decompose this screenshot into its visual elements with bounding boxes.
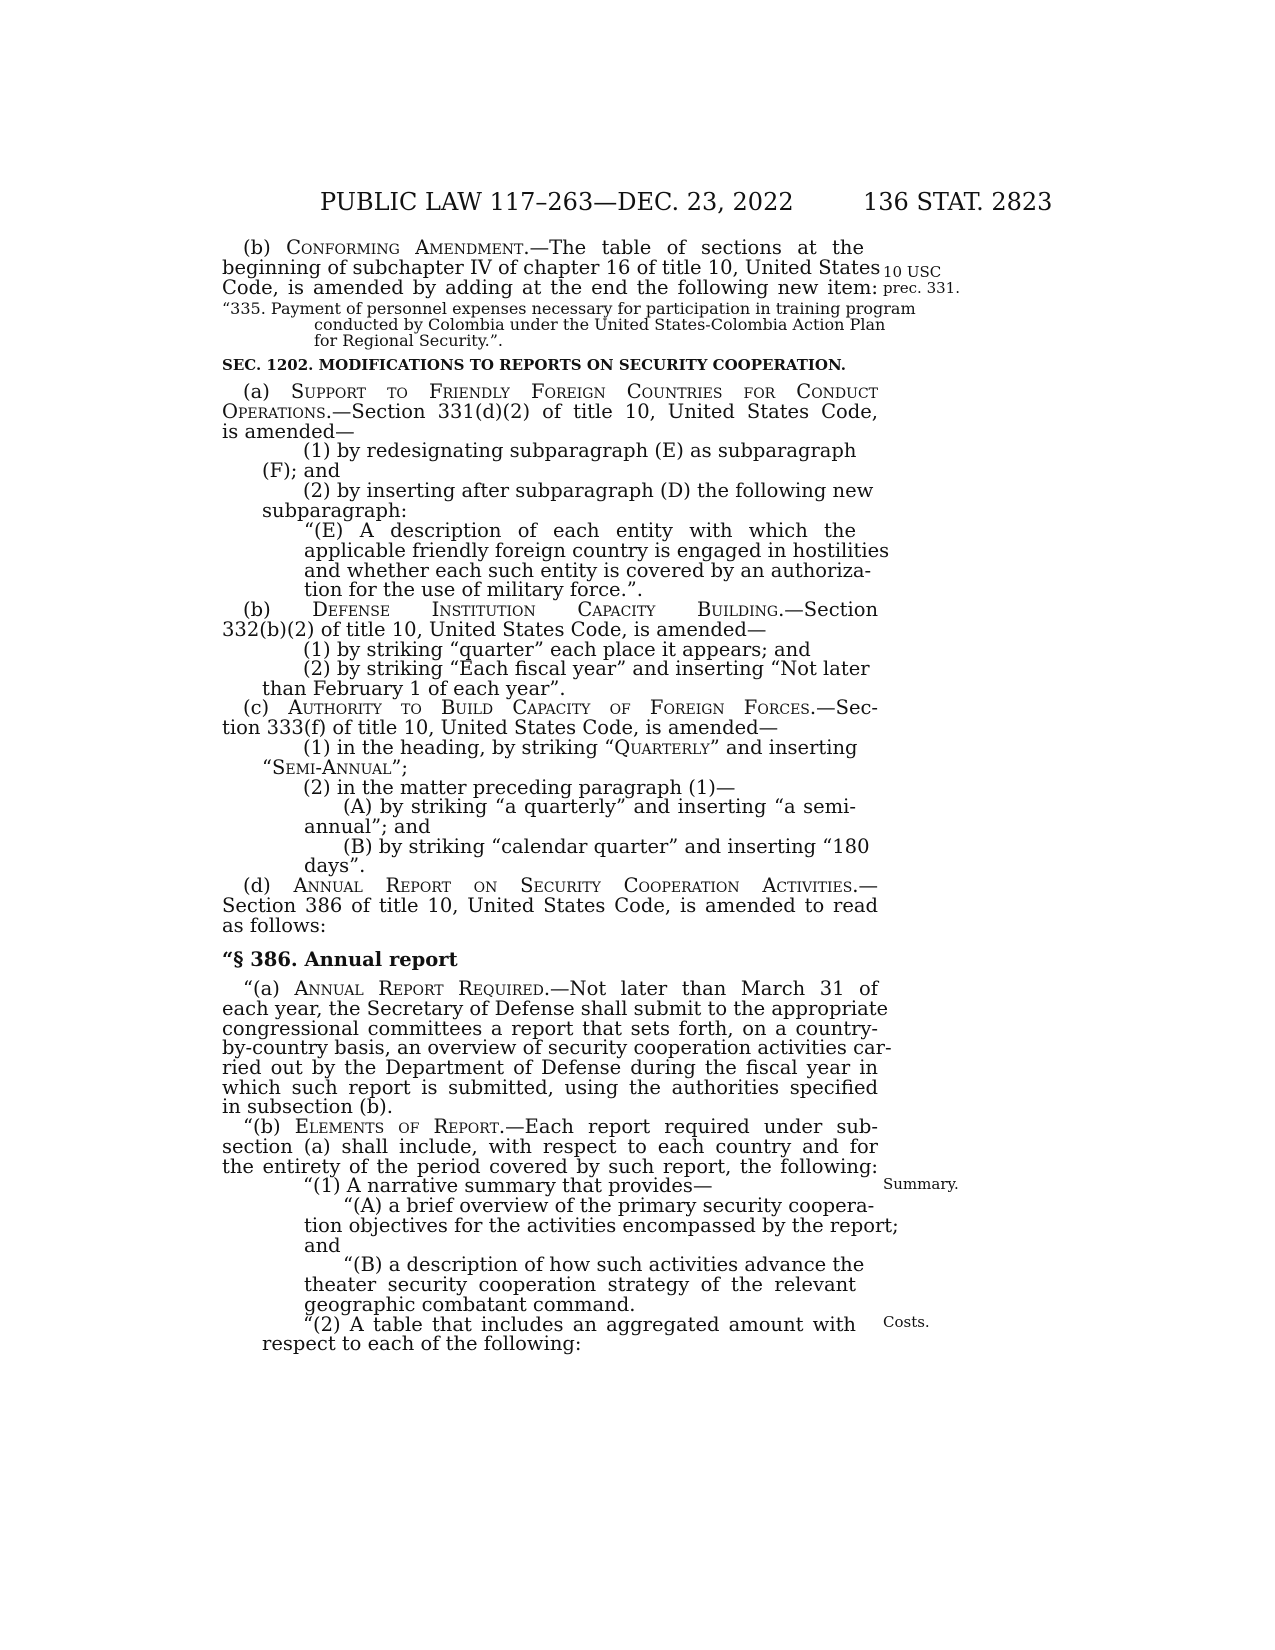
text-run: theater security cooperation strategy of the relevant xyxy=(304,1273,856,1296)
text-run: (A) by striking “a quarterly” and inserting “a semi- xyxy=(343,795,856,818)
text-line xyxy=(243,382,878,402)
text-run: .—The table of sections at the xyxy=(523,236,864,259)
text-run: which such report is submitted, using the authorities specified xyxy=(222,1076,878,1099)
text-run: “(B) a description of how such activities advance the xyxy=(343,1253,865,1276)
small-caps-heading: Annual Report Required xyxy=(294,977,544,1000)
text-line xyxy=(303,1176,856,1196)
small-caps-heading: Annual Report on Security Cooperation Activities xyxy=(293,874,853,897)
text-run: (1) in the heading, by striking “ xyxy=(303,736,615,759)
text-line xyxy=(222,1137,878,1157)
text-run: “§ 386. Annual report xyxy=(222,948,458,971)
text-line xyxy=(222,256,881,279)
running-head-title: PUBLIC LAW 117–263—DEC. 23, 2022 xyxy=(320,188,794,216)
text-line xyxy=(304,539,890,562)
text-run: “(2) A table that includes an aggregated amount with xyxy=(303,1313,856,1336)
margin-note: prec. 331. xyxy=(883,279,960,297)
text-run: ” and inserting xyxy=(709,736,858,759)
text-run: (2) by inserting after subparagraph (D) the following new xyxy=(303,479,874,502)
text-run: (b) xyxy=(243,236,287,259)
text-line xyxy=(243,876,878,896)
text-line xyxy=(343,1253,865,1276)
text-run: beginning of subchapter IV of chapter 16 of title 10, United States xyxy=(222,256,881,279)
text-line xyxy=(222,718,878,738)
small-caps-heading: Conforming Amendment xyxy=(286,236,524,259)
text-line xyxy=(303,441,856,461)
text-run: .— xyxy=(852,874,878,897)
text-run: geographic combatant command. xyxy=(304,1293,636,1316)
text-line xyxy=(304,521,856,541)
text-run: (1) by striking “quarter” each place it appears; and xyxy=(303,638,811,661)
page-stat-number: 136 STAT. 2823 xyxy=(863,188,1053,216)
text-line xyxy=(243,1117,878,1137)
text-line xyxy=(314,332,574,349)
text-run: subparagraph: xyxy=(262,499,408,522)
text-line xyxy=(243,238,864,258)
text-run: section (a) shall include, with respect to each country and for xyxy=(222,1135,878,1158)
text-line xyxy=(222,1097,878,1117)
text-run: “(b) xyxy=(243,1115,295,1138)
text-run: tion objectives for the activities encompassed by the report; xyxy=(304,1214,899,1237)
text-line xyxy=(262,461,862,481)
text-line xyxy=(304,1295,856,1315)
margin-note: Summary. xyxy=(883,1175,959,1193)
text-line xyxy=(343,835,870,858)
text-run: SEC. 1202. MODIFICATIONS TO REPORTS ON SECURITY COOPERATION. xyxy=(222,356,846,374)
text-run: “(E) A description of each entity with which the xyxy=(304,519,856,542)
text-line xyxy=(304,1214,899,1237)
text-run: and whether each such entity is covered by an authoriza- xyxy=(304,559,872,582)
text-run: ried out by the Department of Defense during the fiscal year in xyxy=(222,1056,878,1079)
text-run: 332(b)(2) of title 10, United States Code, is amended— xyxy=(222,618,767,641)
text-run: (B) by striking “calendar quarter” and inserting “180 xyxy=(343,835,870,858)
text-run: tion 333(f) of title 10, United States Code, is amended— xyxy=(222,716,779,739)
text-run: the entirety of the period covered by such report, the following: xyxy=(222,1155,878,1178)
text-run: “(A) a brief overview of the primary security coopera- xyxy=(343,1194,875,1217)
text-run: “(a) xyxy=(243,977,295,1000)
text-run: “(1) A narrative summary that provides— xyxy=(303,1174,713,1197)
text-line xyxy=(243,600,878,620)
small-caps-heading: Elements of Report xyxy=(294,1115,499,1138)
text-run: as follows: xyxy=(222,914,327,937)
text-line xyxy=(343,797,856,817)
small-caps-heading: Support to Friendly Foreign Countries for Conduct xyxy=(290,380,878,403)
text-run: in subsection (b). xyxy=(222,1095,393,1118)
text-run: .—Each report required under sub- xyxy=(498,1115,878,1138)
text-line xyxy=(222,402,878,422)
text-line xyxy=(304,1275,856,1295)
text-run: than February 1 of each year”. xyxy=(262,677,566,700)
text-line xyxy=(243,698,878,718)
text-run: Code, is amended by adding at the end the following new item: xyxy=(222,276,878,299)
text-run: applicable friendly foreign country is engaged in hostilities xyxy=(304,539,890,562)
text-line xyxy=(304,856,856,876)
text-run: .—Section xyxy=(778,598,878,621)
text-run: “ xyxy=(262,756,272,779)
text-run: is amended— xyxy=(222,420,355,443)
text-line xyxy=(243,979,878,999)
text-run: (F); and xyxy=(262,459,341,482)
text-run: and xyxy=(304,1234,341,1257)
text-run: .—Section 331(d)(2) of title 10, United States Code, xyxy=(325,400,878,423)
small-caps-heading: Operations xyxy=(222,400,326,423)
text-run: (2) in the matter preceding paragraph (1)— xyxy=(303,776,736,799)
text-line xyxy=(304,580,856,600)
small-caps-heading: Quarterly xyxy=(614,736,710,759)
text-run: conducted by Colombia under the United States-Colombia Action Plan xyxy=(314,315,886,334)
text-run: (d) xyxy=(243,874,294,897)
text-run: each year, the Secretary of Defense shall submit to the appropriate xyxy=(222,997,889,1020)
text-line xyxy=(222,997,889,1020)
text-run: (a) xyxy=(243,380,291,403)
text-run: (2) by striking “Each fiscal year” and inserting “Not later xyxy=(303,657,870,680)
text-line xyxy=(262,1334,862,1354)
text-line xyxy=(303,738,856,758)
small-caps-heading: Semi-Annual xyxy=(271,756,392,779)
text-line xyxy=(222,950,878,970)
text-line xyxy=(222,1036,892,1059)
text-run: annual”; and xyxy=(304,815,431,838)
text-run: for Regional Security.”. xyxy=(314,331,503,350)
text-run: by-country basis, an overview of security cooperation activities car- xyxy=(222,1036,892,1059)
text-run: days”. xyxy=(304,854,366,877)
text-line xyxy=(262,758,862,778)
small-caps-heading: Authority to Build Capacity of Foreign Forces xyxy=(288,696,810,719)
text-run: ”; xyxy=(391,756,408,779)
small-caps-heading: Defense Institution Capacity Building xyxy=(312,598,779,621)
text-line xyxy=(222,916,878,936)
text-line xyxy=(262,501,862,521)
text-line xyxy=(303,479,874,502)
text-run: “335. Payment of personnel expenses necessary for participation in training program xyxy=(222,299,916,318)
text-line xyxy=(304,817,856,837)
text-line xyxy=(222,355,878,375)
text-line xyxy=(222,278,878,298)
text-run: Section 386 of title 10, United States Code, is amended to read xyxy=(222,894,878,917)
text-run: congressional committees a report that sets forth, on a country- xyxy=(222,1017,878,1040)
text-line xyxy=(222,1058,878,1078)
text-run: (c) xyxy=(243,696,289,719)
text-run: .—Sec- xyxy=(809,696,878,719)
text-line xyxy=(222,620,878,640)
margin-note: Costs. xyxy=(883,1313,930,1331)
margin-note: 10 USC xyxy=(883,263,942,281)
text-run: respect to each of the following: xyxy=(262,1332,582,1355)
text-run: (b) xyxy=(243,598,313,621)
text-line xyxy=(222,896,878,916)
text-run: (1) by redesignating subparagraph (E) as subparagraph xyxy=(303,439,857,462)
text-line xyxy=(343,1194,875,1217)
text-run: tion for the use of military force.”. xyxy=(304,578,643,601)
text-line xyxy=(303,657,870,680)
text-run: .—Not later than March 31 of xyxy=(543,977,878,1000)
